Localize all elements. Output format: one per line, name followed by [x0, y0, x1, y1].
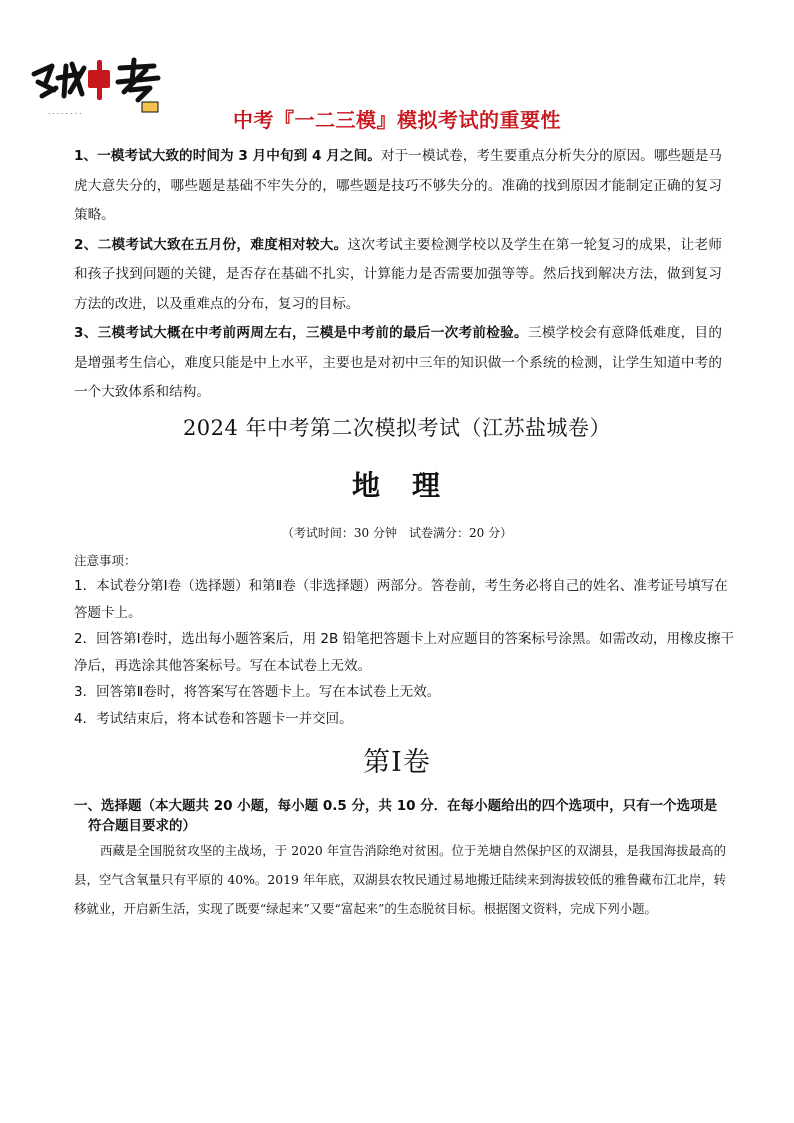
intro-text: 这次考试主要检测学校以及学生在第一轮复习的成果，让老师和孩子找到问题的关键，是否存在基础不扎实，计算能力是否需要加强等等。然后找到解决方法，做到复习方法的改进，以及重难点的分布，复习的目标。 — [74, 236, 723, 312]
exam-time-info: （考试时间：30 分钟 试卷满分：20 分） — [281, 526, 513, 540]
intro-text: 三模学校会有意降低难度，目的是增强考生信心，难度只能是中上水平，主要也是对初中三年的知识做一个系统的检测，让学生知道中考的一个大致体系和结构。 — [74, 325, 723, 400]
notice-item: 1．本试卷分第Ⅰ卷（选择题）和第Ⅱ卷（非选择题）两部分。答卷前，考生务必将自己的姓名、准考证号填写在答题卡上。 — [74, 578, 728, 621]
intro-lead: 3、三模考试大概在中考前两周左右，三模是中考前的最后一次考前检验。 — [74, 325, 528, 341]
svg-text:· · · · · · · ·: · · · · · · · · — [48, 110, 82, 118]
intro-section — [74, 142, 722, 408]
section-heading-line: 一、选择题（本大题共 20 小题，每小题 0.5 分，共 10 分．在每小题给出的四个选项中，只有一个选项是 — [74, 798, 718, 814]
intro-text: 对于一模试卷，考生要重点分析失分的原因。哪些题是马虎大意失分的，哪些题是基础不牢失分的，哪些题是技巧不够失分的。准确的找到原因才能制定正确的复习策略。 — [74, 148, 722, 223]
section-heading — [74, 796, 730, 836]
volume-heading: 第Ⅰ卷 — [363, 747, 431, 778]
notice-item: 2．回答第Ⅰ卷时，选出每小题答案后，用 2B 铅笔把答题卡上对应题目的答案标号涂黑。如需改动，用橡皮擦干净后，再选涂其他答案标号。写在本试卷上无效。 — [74, 631, 735, 674]
notice-section — [74, 549, 734, 732]
section-heading-line: 符合题目要求的） — [88, 818, 196, 834]
intro-paragraph — [74, 319, 722, 408]
reading-passage — [74, 836, 726, 923]
intro-paragraph — [74, 231, 722, 320]
exam-title: 2024 年中考第二次模拟考试（江苏盐城卷） — [182, 416, 612, 440]
intro-lead: 2、二模考试大致在五月份，难度相对较大。 — [74, 236, 348, 253]
intro-paragraph — [74, 142, 722, 231]
notice-item: 4．考试结束后，将本试卷和答题卡一并交回。 — [74, 710, 353, 727]
page-title: 中考『一二三模』模拟考试的重要性 — [233, 108, 561, 132]
notice-heading: 注意事项： — [74, 553, 137, 568]
notice-item: 3．回答第Ⅱ卷时，将答案写在答题卡上。写在本试卷上无效。 — [74, 684, 441, 700]
subject-title: 地 理 — [351, 469, 442, 502]
passage-text: 西藏是全国脱贫攻坚的主战场，于 2020 年宣告消除绝对贫困。位于羌塘自然保护区的双湖县，是我国海拔最高的县，空气含氧量只有平原的 40%。2019 年年底，双湖县农牧民通过易地搬迁陆续来到海拔较低的雅鲁藏布江北岸，转移就业，开启新生活，实现了既要“绿起来”又要“富起来”的生态脱贫目标。根据图文资料，完成下列小题。 — [74, 843, 726, 916]
intro-lead: 1、一模考试大致的时间为 3 月中旬到 4 月之间。 — [74, 148, 381, 164]
